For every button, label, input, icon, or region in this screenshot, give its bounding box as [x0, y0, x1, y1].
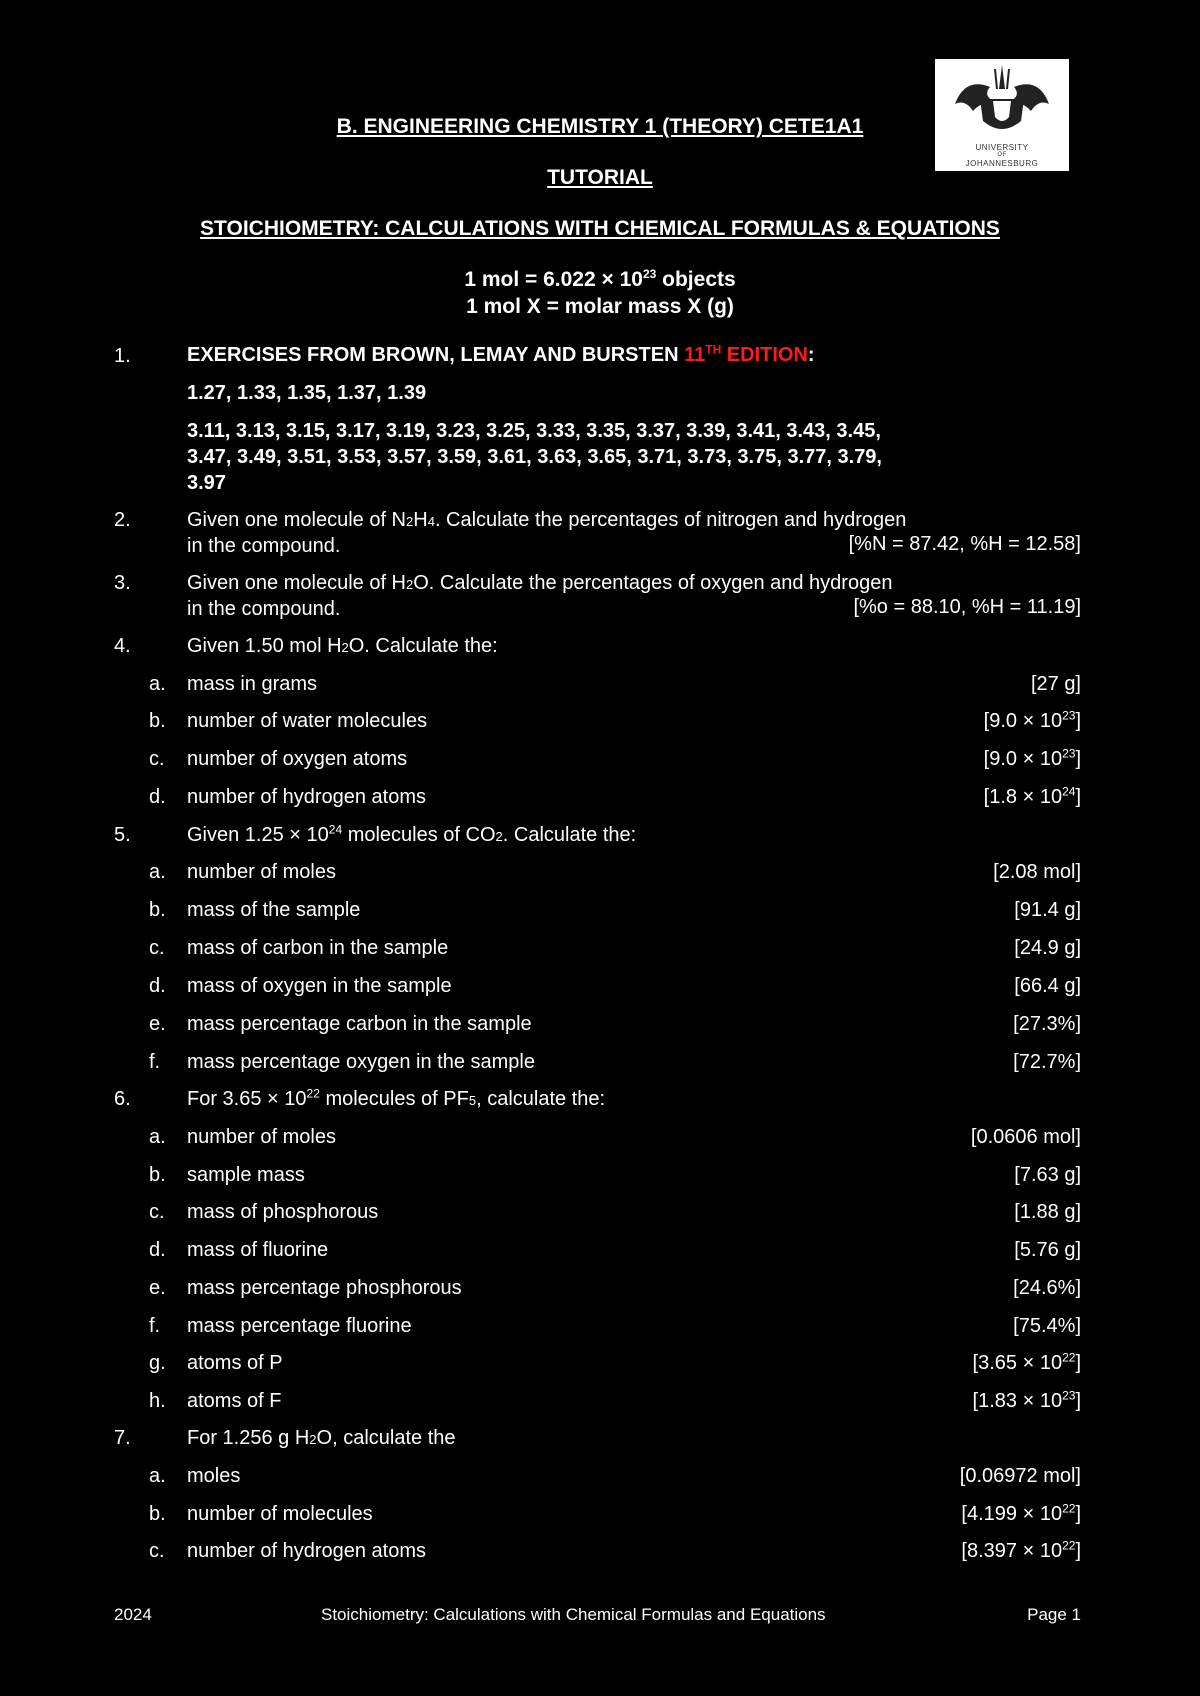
sub-item-label: mass percentage carbon in the sample [187, 1013, 532, 1035]
answer-base: [9.0 × 10 [983, 748, 1063, 770]
answer-end: ] [1075, 710, 1081, 732]
exponent: 24 [328, 822, 343, 837]
exercise-list-ch3-line3: 3.97 [187, 472, 226, 494]
q7-text-b: O, calculate the [316, 1427, 456, 1449]
q2-text-b: H [413, 509, 428, 531]
logo-line-3: JOHANNESBURG [965, 159, 1039, 168]
q7-text-a: For 1.256 g H [187, 1427, 310, 1449]
sub-item-label: number of hydrogen atoms [187, 1540, 427, 1562]
q1-text-pre: EXERCISES FROM BROWN, LEMAY AND BURSTEN [187, 344, 685, 366]
exercise-list-ch3-line2: 3.47, 3.49, 3.51, 3.53, 3.57, 3.59, 3.61, 3.63, 3.65, 3.71, 3.73, 3.75, 3.77, 3.79, [187, 446, 882, 468]
answer: [0.0606 mol] [970, 1126, 1081, 1148]
question-6-text [187, 1086, 605, 1114]
subscript: 2 [341, 640, 349, 655]
question-number: 4. [114, 635, 131, 657]
answer: [75.4%] [1013, 1315, 1081, 1337]
question-number: 7. [114, 1427, 131, 1449]
sub-item-label: mass in grams [187, 673, 318, 695]
question-3-text [187, 570, 892, 598]
formula-molar-mass: 1 mol X = molar mass X (g) [466, 295, 734, 318]
answer: [7.63 g] [1014, 1164, 1081, 1186]
answer-exp: 22 [1062, 1538, 1076, 1553]
q6-text-a: For 3.65 × 10 [187, 1088, 307, 1110]
answer [961, 1503, 1081, 1526]
sub-item-letter: h. [149, 1390, 166, 1412]
sub-item-label: mass of fluorine [187, 1239, 329, 1261]
question-4-text [187, 633, 498, 661]
q6-text-b: molecules of PF [319, 1088, 469, 1110]
sub-item-label: mass of oxygen in the sample [187, 975, 452, 997]
logo-emblem-icon [935, 59, 1069, 139]
subscript: 2 [406, 514, 414, 529]
q4-text-b: O. Calculate the: [348, 635, 498, 657]
university-logo [935, 59, 1069, 171]
q6-text-c: , calculate the: [476, 1088, 606, 1110]
sub-item-letter: d. [149, 786, 166, 808]
answer-exp: 23 [1062, 1388, 1076, 1403]
subscript: 4 [427, 514, 435, 529]
answer-end: ] [1075, 748, 1081, 770]
sub-item-label: mass of the sample [187, 899, 361, 921]
footer-year: 2024 [114, 1605, 152, 1624]
q2-text-c: . Calculate the percentages of nitrogen and hydrogen [434, 509, 907, 531]
question-7-text [187, 1425, 456, 1453]
q3-text-a: Given one molecule of H [187, 572, 407, 594]
edition-word: EDITION [721, 344, 808, 366]
answer-exp: 23 [1062, 708, 1076, 723]
answer [984, 748, 1081, 771]
answer: [66.4 g] [1014, 975, 1081, 997]
sub-item-label: number of moles [187, 861, 336, 883]
sub-item-label: mass of phosphorous [187, 1201, 379, 1223]
sub-item-letter: g. [149, 1352, 166, 1374]
answer-base: [1.8 × 10 [983, 786, 1063, 808]
answer: [5.76 g] [1014, 1239, 1081, 1261]
sub-item-letter: b. [149, 899, 166, 921]
sub-item-letter: a. [149, 1465, 166, 1487]
sub-item-label: atoms of F [187, 1390, 282, 1412]
sub-item-letter: c. [149, 1201, 165, 1223]
document-subtitle: TUTORIAL [547, 166, 653, 189]
sub-item-letter: a. [149, 673, 166, 695]
sub-item-label: number of moles [187, 1126, 336, 1148]
sub-item-letter: d. [149, 1239, 166, 1261]
sub-item-letter: b. [149, 1503, 166, 1525]
sub-item-label: moles [187, 1465, 241, 1487]
subscript: 5 [468, 1093, 477, 1108]
answer-base: [1.83 × 10 [972, 1390, 1063, 1412]
sub-item-label: mass percentage oxygen in the sample [187, 1051, 535, 1073]
formula1-post: objects [656, 268, 736, 291]
answer: [2.08 mol] [993, 861, 1081, 883]
footer-page: Page 1 [1027, 1605, 1081, 1624]
answer-exp: 22 [1062, 1350, 1076, 1365]
answer: [24.6%] [1013, 1277, 1081, 1299]
answer: [0.06972 mol] [959, 1465, 1081, 1487]
sub-item-letter: c. [149, 937, 165, 959]
sub-item-letter: b. [149, 1164, 166, 1186]
sub-item-label: mass of carbon in the sample [187, 937, 449, 959]
answer: [%o = 88.10, %H = 11.19] [853, 596, 1081, 618]
sub-item-letter: c. [149, 1540, 165, 1562]
answer: [%N = 87.42, %H = 12.58] [848, 533, 1081, 555]
question-number: 2. [114, 509, 131, 531]
answer-end: ] [1075, 1503, 1081, 1525]
answer-end: ] [1075, 1540, 1081, 1562]
sub-item-letter: d. [149, 975, 166, 997]
document-topic: STOICHIOMETRY: CALCULATIONS WITH CHEMICAL FORMULAS & EQUATIONS [200, 217, 1000, 240]
logo-line-2: OF [997, 152, 1007, 158]
answer-base: [8.397 × 10 [961, 1540, 1063, 1562]
sub-item-label: mass percentage fluorine [187, 1315, 412, 1337]
sub-item-label: sample mass [187, 1164, 305, 1186]
formula-mol-objects [0, 268, 1200, 292]
footer-title: Stoichiometry: Calculations with Chemical Formulas and Equations [321, 1605, 826, 1624]
formula1-exp: 23 [642, 267, 657, 281]
subscript: 2 [309, 1432, 317, 1447]
sub-item-label: atoms of P [187, 1352, 283, 1374]
sub-item-letter: f. [149, 1315, 161, 1337]
answer [984, 786, 1081, 809]
q5-text-c: . Calculate the: [502, 824, 637, 846]
answer-exp: 24 [1062, 784, 1076, 799]
exponent: 22 [306, 1086, 320, 1101]
subscript: 2 [495, 829, 503, 844]
q2-text-a: Given one molecule of N [187, 509, 407, 531]
sub-item-label: number of water molecules [187, 710, 428, 732]
formula1-pre: 1 mol = 6.022 [464, 268, 602, 291]
answer-end: ] [1075, 1390, 1081, 1412]
sub-item-letter: e. [149, 1013, 166, 1035]
answer-exp: 23 [1062, 746, 1076, 761]
question-number: 6. [114, 1088, 131, 1110]
question-3-line2: in the compound. [187, 598, 341, 620]
document-title: B. ENGINEERING CHEMISTRY 1 (THEORY) CETE1A1 [336, 115, 864, 138]
q5-text-b: molecules of CO [342, 824, 496, 846]
sub-item-letter: c. [149, 748, 165, 770]
sub-item-label: number of hydrogen atoms [187, 786, 427, 808]
question-1-text [187, 342, 815, 368]
question-number: 5. [114, 824, 131, 846]
q5-text-a: Given 1.25 × 10 [187, 824, 329, 846]
answer: [27.3%] [1013, 1013, 1081, 1035]
q4-text-a: Given 1.50 mol H [187, 635, 342, 657]
q3-text-b: O. Calculate the percentages of oxygen and hydrogen [413, 572, 893, 594]
sub-item-letter: b. [149, 710, 166, 732]
question-2-line2: in the compound. [187, 535, 341, 557]
answer-exp: 22 [1062, 1501, 1076, 1516]
sub-item-label: mass percentage phosphorous [187, 1277, 462, 1299]
question-5-text [187, 822, 636, 850]
exercise-list-ch1: 1.27, 1.33, 1.35, 1.37, 1.39 [187, 382, 427, 404]
edition-sup: TH [705, 342, 722, 357]
answer: [1.88 g] [1014, 1201, 1081, 1223]
answer-end: ] [1075, 1352, 1081, 1374]
formula1-base: 10 [613, 268, 643, 291]
sub-item-label: number of molecules [187, 1503, 373, 1525]
question-number: 3. [114, 572, 131, 594]
answer [961, 1540, 1081, 1563]
sub-item-label: number of oxygen atoms [187, 748, 408, 770]
question-number: 1. [114, 345, 131, 367]
edition-number: 11 [684, 344, 706, 366]
logo-line-1: UNIVERSITY [975, 143, 1029, 152]
formula1-times: × [601, 268, 614, 291]
question-2-text [187, 507, 906, 535]
sub-item-letter: a. [149, 861, 166, 883]
answer [973, 1352, 1081, 1375]
answer [984, 710, 1081, 733]
sub-item-letter: f. [149, 1051, 161, 1073]
sub-item-letter: e. [149, 1277, 166, 1299]
answer: [91.4 g] [1014, 899, 1081, 921]
q1-colon: : [807, 344, 815, 366]
exercise-list-ch3-line1: 3.11, 3.13, 3.15, 3.17, 3.19, 3.23, 3.25, 3.33, 3.35, 3.37, 3.39, 3.41, 3.43, 3.45, [187, 420, 881, 442]
subscript: 2 [406, 577, 414, 592]
answer: [27 g] [1030, 673, 1081, 695]
answer: [72.7%] [1013, 1051, 1081, 1073]
sub-item-letter: a. [149, 1126, 166, 1148]
answer: [24.9 g] [1014, 937, 1081, 959]
answer [973, 1390, 1081, 1413]
answer-base: [4.199 × 10 [961, 1503, 1063, 1525]
answer-base: [3.65 × 10 [972, 1352, 1063, 1374]
answer-end: ] [1075, 786, 1081, 808]
answer-base: [9.0 × 10 [983, 710, 1063, 732]
